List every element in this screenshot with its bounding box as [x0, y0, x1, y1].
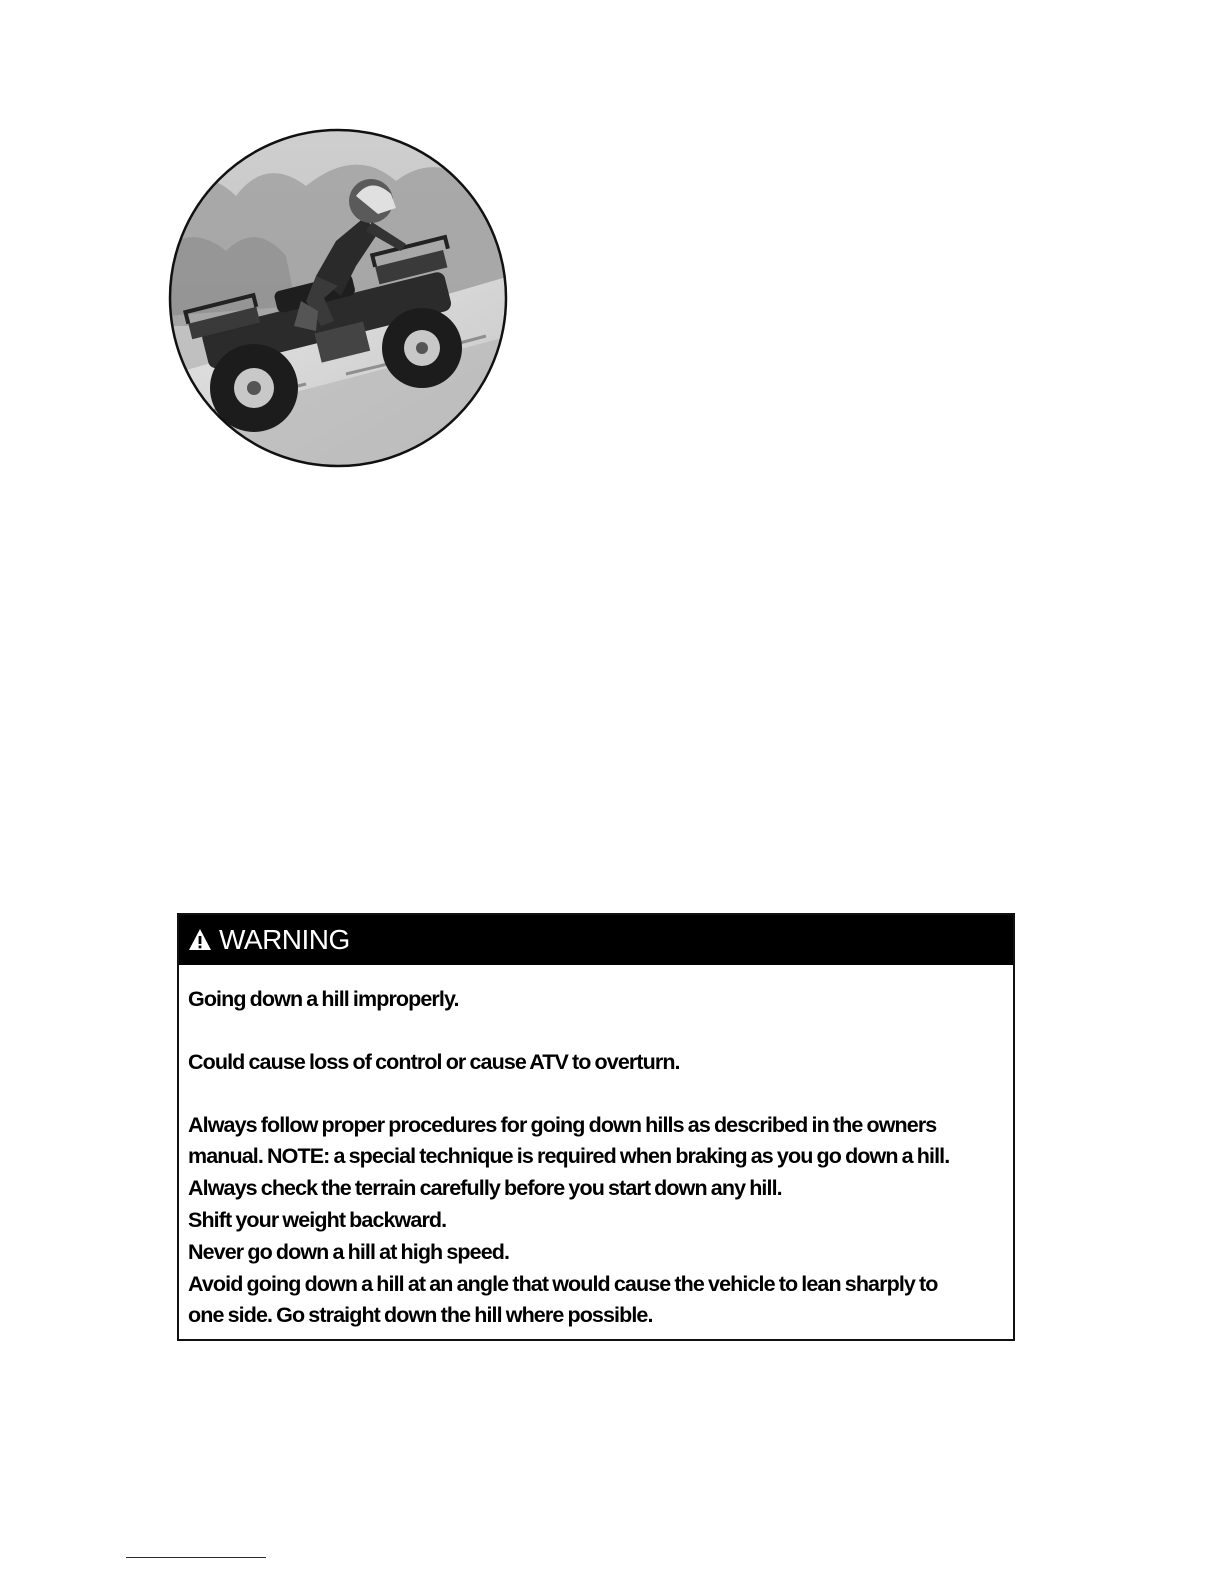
warning-body — [179, 965, 1013, 1332]
warning-title: WARNING — [219, 924, 350, 955]
warning-instruction-line: Never go down a hill at high speed. — [188, 1239, 510, 1264]
warning-instruction-line: manual. NOTE: a special technique is required when braking as you go down a hill. — [188, 1144, 950, 1169]
atv-rider-on-hill-photo — [166, 126, 510, 470]
warning-instruction-line: one side. Go straight down the hill where possible. — [188, 1303, 653, 1328]
warning-box — [177, 913, 1015, 1341]
warning-instruction-line: Shift your weight backward. — [188, 1207, 447, 1232]
footer-rule — [126, 1557, 266, 1558]
atv-hill-photo — [166, 126, 510, 470]
warning-triangle-icon — [188, 928, 212, 952]
warning-instruction-line: Always check the terrain carefully before you start down any hill. — [188, 1176, 782, 1201]
warning-instruction-line: Avoid going down a hill at an angle that would cause the vehicle to lean sharply to — [188, 1271, 938, 1296]
warning-consequence: Could cause loss of control or cause ATV to overturn. — [188, 1049, 680, 1074]
warning-header — [179, 915, 1013, 965]
warning-hazard: Going down a hill improperly. — [188, 987, 459, 1011]
warning-instruction-line: Always follow proper procedures for going down hills as described in the owners — [188, 1112, 937, 1137]
